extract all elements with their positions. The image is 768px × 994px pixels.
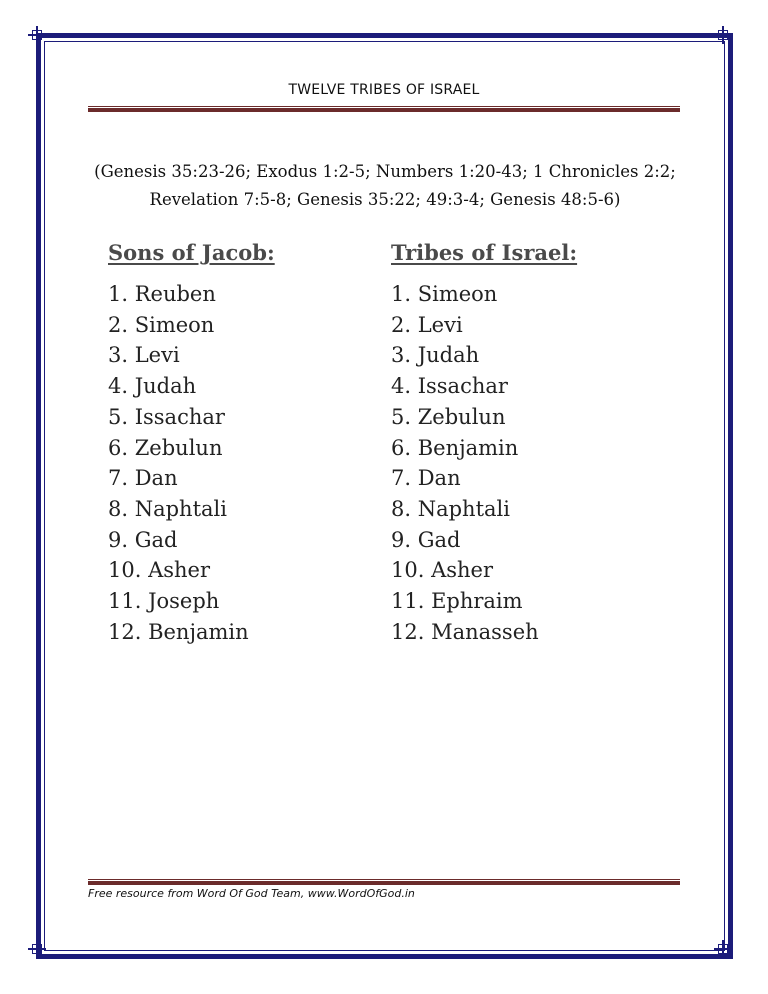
list-item: 5. Issachar [108,404,225,429]
tribes-of-israel-list [391,279,577,647]
references-line-2: Revelation 7:5-8; Genesis 35:22; 49:3-4; Genesis 48:5-6) [149,190,621,209]
footer-credit: Free resource from Word Of God Team, www.WordOfGod.in [88,887,415,900]
scripture-references [80,158,690,214]
corner-ornament-bottom-left [28,940,46,958]
list-item: 10. Asher [108,558,211,583]
list-item: 11. Joseph [108,589,220,614]
list-item: 10. Asher [391,558,494,583]
corner-ornament-bottom-right [714,940,732,958]
references-line-1: (Genesis 35:23-26; Exodus 1:2-5; Numbers 1:20-43; 1 Chronicles 2:2; [94,162,676,181]
corner-ornament-top-right [714,26,732,44]
list-item: 6. Benjamin [391,435,519,460]
list-item: 4. Judah [108,374,197,399]
list-item: 2. Levi [391,312,463,337]
list-item: 5. Zebulun [391,404,506,429]
sons-of-jacob-heading: Sons of Jacob: [108,240,275,265]
list-item: 3. Levi [108,343,180,368]
list-item: 7. Dan [108,466,178,491]
corner-ornament-top-left [28,26,46,44]
list-item: 9. Gad [108,527,178,552]
list-item: 2. Simeon [108,312,215,337]
list-item: 3. Judah [391,343,480,368]
list-item: 12. Manasseh [391,619,539,644]
tribes-of-israel-column [391,240,577,647]
sons-of-jacob-list [108,279,275,647]
list-item: 9. Gad [391,527,461,552]
list-item: 12. Benjamin [108,619,249,644]
list-item: 4. Issachar [391,374,508,399]
list-item: 8. Naphtali [391,496,510,521]
page-title: TWELVE TRIBES OF ISRAEL [288,82,480,98]
list-item: 8. Naphtali [108,496,227,521]
list-item: 7. Dan [391,466,461,491]
tribes-of-israel-heading: Tribes of Israel: [391,240,578,265]
sons-of-jacob-column [108,240,275,647]
list-item: 11. Ephraim [391,589,523,614]
header-divider [88,106,680,112]
list-item: 6. Zebulun [108,435,223,460]
list-item: 1. Simeon [391,282,498,306]
list-item: 1. Reuben [108,282,216,306]
footer-divider [88,879,680,885]
